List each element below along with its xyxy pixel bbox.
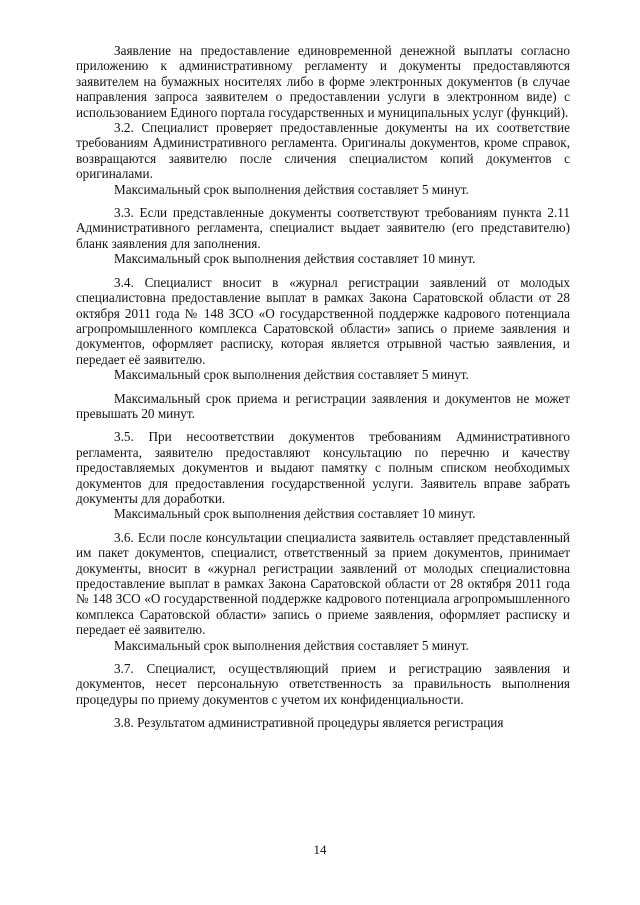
body-text bbox=[76, 43, 570, 731]
paragraph-max-time: Максимальный срок выполнения действия составляет 5 минут. bbox=[114, 367, 469, 383]
paragraph-max-time: Максимальный срок выполнения действия составляет 10 минут. bbox=[114, 251, 476, 267]
paragraph-3-8: 3.8. Результатом административной процедуры является регистрация bbox=[114, 715, 504, 731]
paragraph-3-3: 3.3. Если представленные документы соответствуют требованиям пункта 2.11 Административного регламента, специалист выдает заявителю (его представителю) бланк заявления для заполнения. bbox=[76, 205, 570, 251]
paragraph-3-5: 3.5. При несоответствии документов требованиям Административного регламента, заявителю предоставляют консультацию по перечню и качеству предоставляемых документов и выдают памятку с полным списком необходимых документов для предоставления государственной услуги. Заявитель вправе забрать документы для доработки. bbox=[76, 429, 570, 506]
paragraph-max-time: Максимальный срок выполнения действия составляет 5 минут. bbox=[114, 181, 469, 197]
paragraph-max-time: Максимальный срок выполнения действия составляет 10 минут. bbox=[114, 506, 476, 522]
page-number: 14 bbox=[313, 842, 327, 857]
paragraph-submission-forms: Заявление на предоставление единовременной денежной выплаты согласно приложению к административному регламенту и документы предоставляются заявителем на бумажных носителях либо в форме электронных документов (в случае направления запроса заявителем о предоставлении услуги в электронном виде) с использованием Единого портала государственных и муниципальных услуг (функций). bbox=[76, 43, 570, 120]
paragraph-3-2: 3.2. Специалист проверяет предоставленные документы на их соответствие требованиям Административного регламента. Оригиналы документов, кроме справок, возвращаются заявителю после сличения специалистом копий документов с оригиналами. bbox=[76, 120, 570, 182]
paragraph-max-total-time: Максимальный срок приема и регистрации заявления и документов не может превышать 20 минут. bbox=[76, 390, 570, 421]
paragraph-max-time: Максимальный срок выполнения действия составляет 5 минут. bbox=[114, 637, 469, 653]
paragraph-3-7: 3.7. Специалист, осуществляющий прием и регистрацию заявления и документов, несет персональную ответственность за правильность выполнения процедуры по приему документов с учетом их конфиденциальности. bbox=[76, 661, 570, 707]
paragraph-3-6: 3.6. Если после консультации специалиста заявитель оставляет представленный им пакет документов, специалист, ответственный за прием документов, принимает документы, вносит в «журнал регистрации заявлений от молодых специалистовна предоставление выплат в рамках Закона Саратовской области от 28 октября 2011 года № 148 ЗСО «О государственной поддержке кадрового потенциала агропромышленного комплекса Саратовской области» запись о приеме заявления, оформляет расписку и передает её заявителю. bbox=[76, 529, 570, 638]
paragraph-3-4: 3.4. Специалист вносит в «журнал регистрации заявлений от молодых специалистовна предоставление выплат в рамках Закона Саратовской области от 28 октября 2011 года № 148 ЗСО «О государственной поддержке кадрового потенциала агропромышленного комплекса Саратовской области» запись о приеме заявления и документов, оформляет расписку, которая является отрывной частью заявления, и передает её заявителю. bbox=[76, 274, 570, 367]
